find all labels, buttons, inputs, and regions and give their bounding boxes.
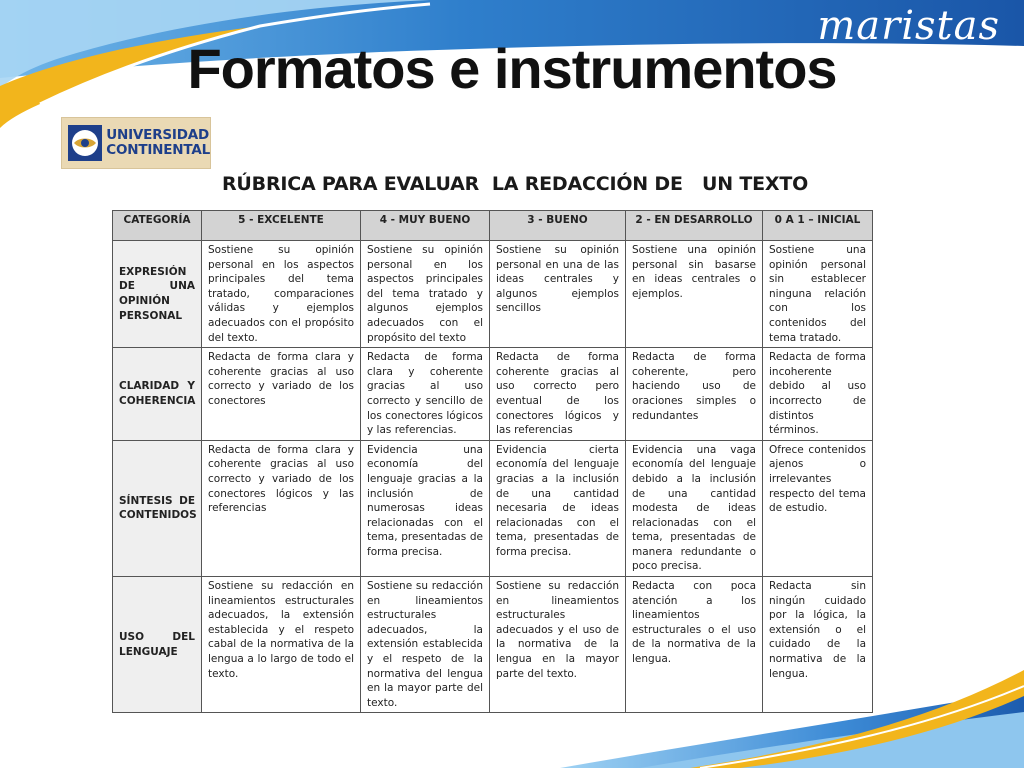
globe-icon — [68, 125, 102, 161]
table-cell: Redacta con poca atención a los lineamientos estructurales o el uso de la normativa de la lengua. — [626, 577, 763, 713]
table-cell: Evidencia cierta economía del lenguaje gracias a la inclusión de una cantidad necesaria de ideas relacionadas con el tema, presentadas de forma precisa. — [490, 440, 626, 576]
table-cell: Sostiene su redacción en lineamientos estructurales adecuados, la extensión establecida y el respeto cabal de la normativa de la lengua a lo largo de todo el texto. — [202, 577, 361, 713]
logo-text-line-1: UNIVERSIDAD — [106, 127, 210, 143]
table-cell: Ofrece contenidos ajenos o irrelevantes respecto del tema de estudio. — [763, 440, 873, 576]
category-cell: CLARIDAD Y COHERENCIA — [113, 348, 202, 441]
rubric-table — [112, 210, 873, 713]
category-cell: EXPRESIÓN DE UNA OPINIÓN PERSONAL — [113, 241, 202, 348]
table-cell: Evidencia una vaga economía del lenguaje debido a la inclusión de una cantidad modesta de ideas relacionadas con el tema, presentadas de manera redundante o poco precisa. — [626, 440, 763, 576]
table-cell: Sostiene una opinión personal sin establecer ninguna relación con los contenidos del tema tratado. — [763, 241, 873, 348]
table-cell: Redacta sin ningún cuidado por la lógica, la extensión o el cuidado de la normativa de la lengua. — [763, 577, 873, 713]
column-header: 2 - EN DESARROLLO — [626, 211, 763, 241]
category-cell: USO DEL LENGUAJE — [113, 577, 202, 713]
table-cell: Sostiene su opinión personal en los aspectos principales del tema tratado, comparaciones válidas y ejemplos adecuados con el propósito del texto. — [202, 241, 361, 348]
table-row — [113, 577, 873, 713]
rubric-title: RÚBRICA PARA EVALUAR LA REDACCIÓN DE UN TEXTO — [222, 173, 809, 195]
logo-text-line-2: CONTINENTAL — [106, 142, 210, 158]
university-logo — [61, 117, 211, 169]
column-header: 3 - BUENO — [490, 211, 626, 241]
slide-title: Formatos e instrumentos — [187, 37, 837, 100]
table-header-row — [113, 211, 873, 241]
table-cell: Sostiene su opinión personal en una de las ideas centrales y algunos ejemplos sencillos — [490, 241, 626, 348]
category-cell: SÍNTESIS DE CONTENIDOS — [113, 440, 202, 576]
column-header: 4 - MUY BUENO — [361, 211, 490, 241]
table-row — [113, 440, 873, 576]
table-cell: Redacta de forma clara y coherente gracias al uso correcto y variado de los conectores lógicos y las referencias — [202, 440, 361, 576]
table-cell: Redacta de forma clara y coherente gracias al uso correcto y sencillo de los conectores lógicos y las referencias. — [361, 348, 490, 441]
column-header: 5 - EXCELENTE — [202, 211, 361, 241]
table-cell: Sostiene su redacción en lineamientos estructurales adecuados, la extensión establecida y el respeto de la normativa del lengua en la mayor parte del texto. — [361, 577, 490, 713]
table-cell: Evidencia una economía del lenguaje gracias a la inclusión de numerosas ideas relacionadas con el tema, presentadas de forma precisa. — [361, 440, 490, 576]
logo-text — [106, 128, 210, 158]
table-cell: Sostiene una opinión personal sin basarse en ideas centrales o ejemplos. — [626, 241, 763, 348]
table-cell: Redacta de forma coherente, pero haciendo uso de oraciones simples o redundantes — [626, 348, 763, 441]
table-cell: Redacta de forma clara y coherente gracias al uso correcto y variado de los conectores — [202, 348, 361, 441]
table-cell: Sostiene su redacción en lineamientos estructurales adecuados y el uso de la normativa de la lengua en la mayor parte del texto. — [490, 577, 626, 713]
footer-light-band — [640, 712, 1024, 768]
table-row — [113, 348, 873, 441]
table-cell: Redacta de forma incoherente debido al uso incorrecto de distintos términos. — [763, 348, 873, 441]
table-cell: Redacta de forma coherente gracias al uso correcto pero eventual de los conectores lógicos y las referencias — [490, 348, 626, 441]
table-cell: Sostiene su opinión personal en los aspectos principales del tema tratado y algunos ejemplos adecuados con el propósito del texto — [361, 241, 490, 348]
brand-wordmark: maristas — [817, 3, 1000, 49]
column-header: CATEGORÍA — [113, 211, 202, 241]
table-row — [113, 241, 873, 348]
column-header: 0 A 1 – INICIAL — [763, 211, 873, 241]
